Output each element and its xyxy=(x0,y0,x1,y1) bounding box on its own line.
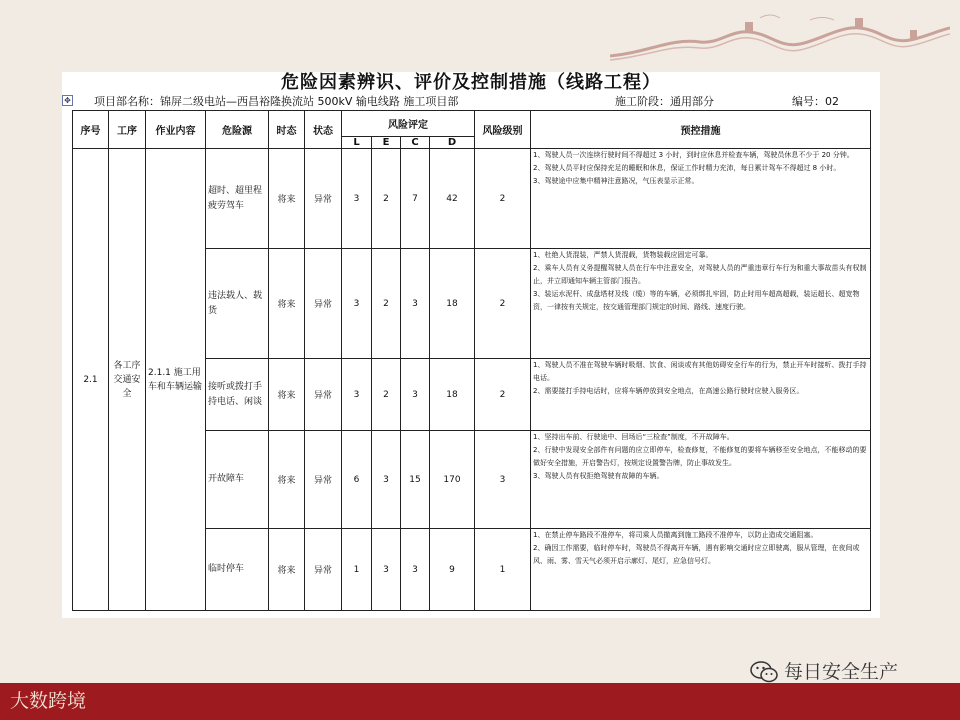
col-tense-header: 时态 xyxy=(269,111,305,149)
l-cell: 1 xyxy=(342,529,372,611)
group-no-cell: 2.1 xyxy=(73,149,109,611)
risk-level-cell: 2 xyxy=(475,359,531,431)
state-cell: 异常 xyxy=(305,431,342,529)
col-task-header: 作业内容 xyxy=(146,111,206,149)
measures-cell xyxy=(531,359,871,431)
measure-item: 1、驾驶人员一次连续行驶时间不得超过 3 小时，到时应休息并检查车辆，驾驶员休息不少于 20 分钟。 xyxy=(533,151,854,159)
state-cell: 异常 xyxy=(305,249,342,359)
e-cell: 2 xyxy=(372,149,401,249)
watermark xyxy=(750,660,898,684)
risk-level-cell: 2 xyxy=(475,149,531,249)
watermark-text: 每日安全生产 xyxy=(784,661,899,683)
col-no-header: 序号 xyxy=(73,111,109,149)
l-cell: 6 xyxy=(342,431,372,529)
document-page xyxy=(62,72,880,618)
measure-item: 2、确因工作需要，临时停车时，驾驶员不得离开车辆，遇有影响交通时应立即驶离，服从管理，在夜间或风、雨、雾、雪天气必须开启示廓灯、尾灯，应急信号灯。 xyxy=(533,544,860,565)
measures-cell xyxy=(531,249,871,359)
measures-cell xyxy=(531,431,871,529)
document-title: 危险因素辨识、评价及控制措施（线路工程） xyxy=(281,72,661,93)
risk-table xyxy=(72,110,871,611)
e-cell: 3 xyxy=(372,431,401,529)
tense-cell: 将来 xyxy=(269,149,305,249)
state-cell: 异常 xyxy=(305,149,342,249)
risk-level-cell: 2 xyxy=(475,249,531,359)
group-task-cell: 2.1.1 施工用车和车辆运输 xyxy=(146,149,206,611)
hazard-cell: 开故障车 xyxy=(206,431,269,529)
footer-bar xyxy=(0,683,960,720)
tense-cell: 将来 xyxy=(269,529,305,611)
c-cell: 3 xyxy=(401,249,430,359)
risk-level-cell: 3 xyxy=(475,431,531,529)
measure-item: 1、驾驶人员不准在驾驶车辆时吸烟、饮食、闲谈或有其他妨碍安全行车的行为，禁止开车时接听、拨打手持电话。 xyxy=(533,361,867,382)
c-cell: 7 xyxy=(401,149,430,249)
construction-stage: 施工阶段：通用部分 xyxy=(615,95,714,108)
l-cell: 3 xyxy=(342,249,372,359)
measure-item: 3、装运水泥杆、成盘塔材及线（缆）等的车辆，必须绑扎牢固，防止时用车超高超载，装运超长、超宽物资，一律按有关规定，按交通管理部门规定的时间、路线、速度行驶。 xyxy=(533,290,860,311)
col-c-header: C xyxy=(401,137,430,149)
group-process-cell: 各工序交通安全 xyxy=(109,149,146,611)
d-cell: 18 xyxy=(430,249,475,359)
measure-item: 1、在禁止停车路段不准停车，将司乘人员撤离到施工路段不准停车，以防止造成交通阻塞。 xyxy=(533,531,818,539)
state-cell: 异常 xyxy=(305,359,342,431)
measure-item: 2、驾驶人员平时应保持充足的睡眠和休息，保证工作时精力充沛，每日累计驾车不得超过 8 小时。 xyxy=(533,164,841,172)
col-risk-level-header: 风险级别 xyxy=(475,111,531,149)
l-cell: 3 xyxy=(342,149,372,249)
document-number: 编号：02 xyxy=(792,95,839,108)
col-state-header: 状态 xyxy=(305,111,342,149)
measure-item: 3、驾驶人员有权拒绝驾驶有故障的车辆。 xyxy=(533,472,664,480)
col-measures-header: 预控措施 xyxy=(531,111,871,149)
great-wall-decoration xyxy=(610,8,950,68)
table-move-handle-icon[interactable]: ✥ xyxy=(62,95,73,106)
col-l-header: L xyxy=(342,137,372,149)
measure-item: 3、驾驶途中应集中精神注意路况，气压表显示正常。 xyxy=(533,177,699,185)
hazard-cell: 临时停车 xyxy=(206,529,269,611)
tense-cell: 将来 xyxy=(269,431,305,529)
table-row xyxy=(73,149,871,249)
state-cell: 异常 xyxy=(305,529,342,611)
e-cell: 3 xyxy=(372,529,401,611)
tense-cell: 将来 xyxy=(269,359,305,431)
project-name: 项目部名称：锦屏二级电站—西昌裕隆换流站 500kV 输电线路 施工项目部 xyxy=(94,95,459,108)
measures-cell xyxy=(531,149,871,249)
col-e-header: E xyxy=(372,137,401,149)
l-cell: 3 xyxy=(342,359,372,431)
d-cell: 170 xyxy=(430,431,475,529)
measures-cell xyxy=(531,529,871,611)
col-risk-eval-header: 风险评定 xyxy=(342,111,475,137)
measure-item: 2、行驶中发现安全部件有问题的应立即停车，检查修复，不能修复的要将车辆移至安全地点，不能移动的要做好安全措施，开启警告灯，按规定设置警告牌，防止事故发生。 xyxy=(533,446,867,467)
col-process-header: 工序 xyxy=(109,111,146,149)
c-cell: 3 xyxy=(401,529,430,611)
hazard-cell: 违法载人、载货 xyxy=(206,249,269,359)
col-hazard-header: 危险源 xyxy=(206,111,269,149)
tense-cell: 将来 xyxy=(269,249,305,359)
footer-logo: 大数跨境 xyxy=(10,690,87,712)
risk-level-cell: 1 xyxy=(475,529,531,611)
c-cell: 3 xyxy=(401,359,430,431)
e-cell: 2 xyxy=(372,359,401,431)
hazard-cell: 超时、超里程疲劳驾车 xyxy=(206,149,269,249)
measure-item: 1、杜绝人货混装，严禁人货混载，货物装载应固定可靠。 xyxy=(533,251,713,259)
wechat-icon xyxy=(750,661,778,683)
d-cell: 42 xyxy=(430,149,475,249)
measure-item: 2、需要接打手持电话时，应将车辆停放到安全地点，在高速公路行驶时应驶入服务区。 xyxy=(533,387,804,395)
col-d-header: D xyxy=(430,137,475,149)
d-cell: 9 xyxy=(430,529,475,611)
e-cell: 2 xyxy=(372,249,401,359)
d-cell: 18 xyxy=(430,359,475,431)
measure-item: 2、乘车人员有义务提醒驾驶人员在行车中注意安全，对驾驶人员的严重违章行车行为和重大事故苗头有权制止，并立即通知车辆主管部门报告。 xyxy=(533,264,867,285)
hazard-cell: 接听或拨打手持电话、闲谈 xyxy=(206,359,269,431)
measure-item: 1、坚持出车前、行驶途中、回场后“三检查”制度，不开故障车。 xyxy=(533,433,734,441)
c-cell: 15 xyxy=(401,431,430,529)
